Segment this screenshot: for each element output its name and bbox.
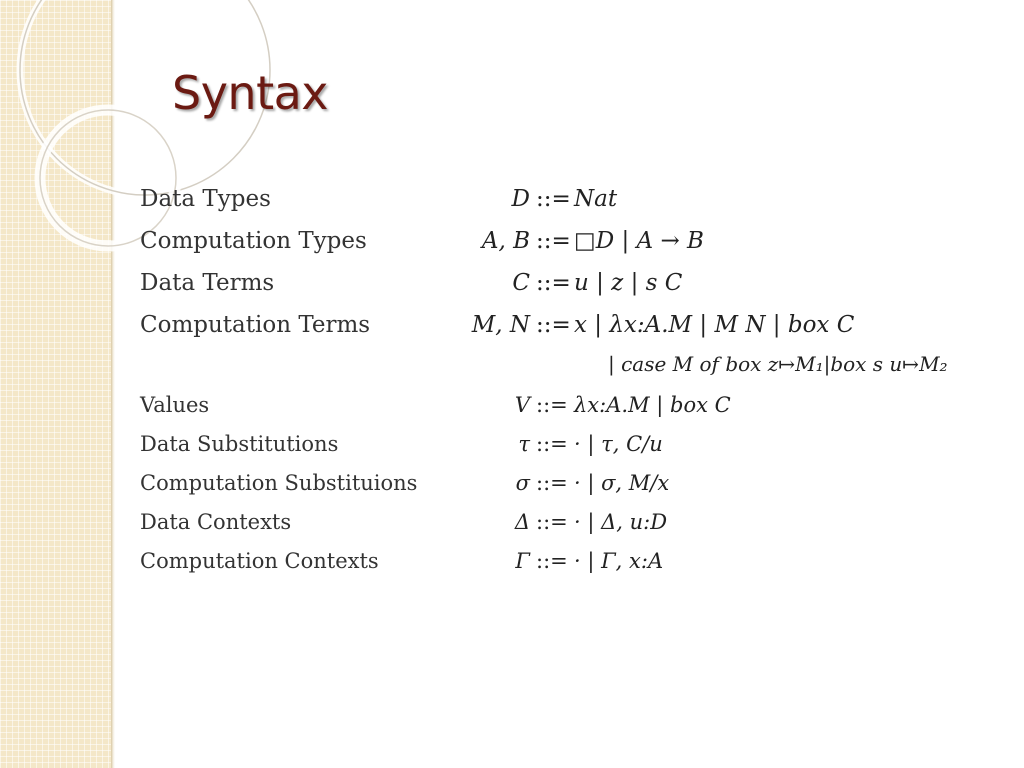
rule-rhs: u | z | s C xyxy=(574,270,683,296)
rule-label: Data Contexts xyxy=(140,510,292,534)
rule-rhs: λx:A.M | box C xyxy=(574,393,731,417)
rule-lhs: Δ xyxy=(514,510,530,534)
rule-label: Computation Contexts xyxy=(140,549,379,573)
rule-rhs: □D | A → B xyxy=(574,228,704,254)
rule-row xyxy=(0,471,1024,507)
rule-lhs: C xyxy=(512,270,530,296)
rule-lhs: V xyxy=(514,393,530,417)
rule-lhs: A, B xyxy=(481,228,530,254)
rule-lhs: σ xyxy=(515,471,530,495)
rule-label: Data Substitutions xyxy=(140,432,339,456)
slide-title: Syntax xyxy=(172,66,329,120)
rule-operator: ::= xyxy=(536,312,571,338)
rule-row xyxy=(0,432,1024,468)
rule-row xyxy=(0,312,1024,348)
rule-rhs: · | τ, C/u xyxy=(574,432,663,456)
rule-rhs: · | Δ, u:D xyxy=(574,510,668,534)
rule-rhs: · | Γ, x:A xyxy=(574,549,664,573)
rule-operator: ::= xyxy=(536,549,568,573)
rule-row xyxy=(0,228,1024,264)
rule-lhs: D xyxy=(511,186,530,212)
rule-label: Data Types xyxy=(140,186,271,212)
rule-label: Computation Substituions xyxy=(140,471,418,495)
rule-label: Values xyxy=(140,393,210,417)
rule-row xyxy=(0,549,1024,585)
rule-operator: ::= xyxy=(536,471,568,495)
rule-label: Computation Types xyxy=(140,228,367,254)
rule-lhs: M, N xyxy=(471,312,530,338)
rule-lhs: Γ xyxy=(515,549,530,573)
rule-row xyxy=(0,270,1024,306)
rule-operator: ::= xyxy=(536,510,568,534)
rule-rhs: Nat xyxy=(574,186,618,212)
rule-operator: ::= xyxy=(536,228,571,254)
strip-shadow xyxy=(111,0,115,768)
rule-label: Computation Terms xyxy=(140,312,371,338)
rule-row xyxy=(0,393,1024,429)
rule-row xyxy=(0,510,1024,546)
rule-rhs: · | σ, M/x xyxy=(574,471,670,495)
rule-operator: ::= xyxy=(536,393,568,417)
rule-row xyxy=(0,186,1024,222)
rule-label: Data Terms xyxy=(140,270,275,296)
rule-operator: ::= xyxy=(536,270,571,296)
side-decoration-strip xyxy=(0,0,113,768)
rule-operator: ::= xyxy=(536,432,568,456)
rule-rhs: x | λx:A.M | M N | box C xyxy=(574,312,855,338)
rule-continuation: | case M of box z↦M₁|box s u↦M₂ xyxy=(608,352,948,376)
rule-lhs: τ xyxy=(518,432,530,456)
rule-operator: ::= xyxy=(536,186,571,212)
